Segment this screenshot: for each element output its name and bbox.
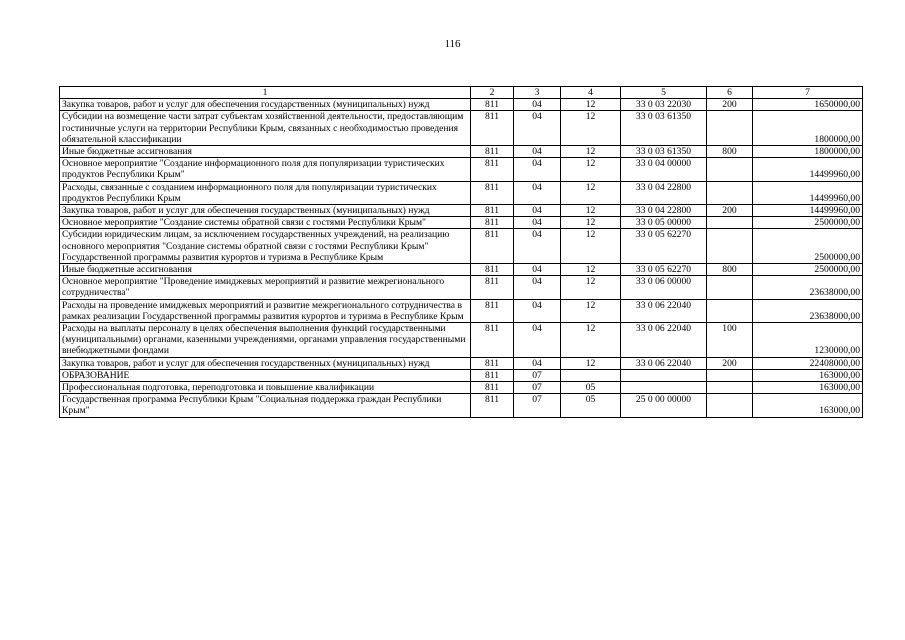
row-article-cell: 33 0 06 22040 bbox=[621, 299, 707, 322]
table-body bbox=[60, 99, 863, 417]
table-row bbox=[60, 276, 863, 299]
table-row bbox=[60, 264, 863, 276]
row-name-cell: Иные бюджетные ассигнования bbox=[60, 146, 471, 158]
row-article-cell: 33 0 04 22800 bbox=[621, 205, 707, 217]
row-expense-type-cell bbox=[707, 394, 753, 417]
row-ministry-cell: 811 bbox=[471, 369, 514, 381]
row-article-cell bbox=[621, 382, 707, 394]
row-name-cell: Субсидии на возмещение части затрат субъектам хозяйственной деятельности, предоставляющим гостиничные услуги на территории Республики Крым, связанных с необходимостью проведения обязательной классификации bbox=[60, 111, 471, 146]
row-amount-cell: 14499960,00 bbox=[753, 181, 863, 204]
row-expense-type-cell: 800 bbox=[707, 264, 753, 276]
row-article-cell: 33 0 04 00000 bbox=[621, 158, 707, 181]
header-cell: 3 bbox=[514, 87, 561, 99]
page-number: 116 bbox=[444, 38, 461, 50]
row-article-cell: 33 0 03 61350 bbox=[621, 111, 707, 146]
row-ministry-cell: 811 bbox=[471, 217, 514, 229]
row-expense-type-cell bbox=[707, 158, 753, 181]
row-subsection-cell: 12 bbox=[561, 146, 621, 158]
table-row bbox=[60, 357, 863, 369]
row-amount-cell: 14499960,00 bbox=[753, 205, 863, 217]
row-subsection-cell: 05 bbox=[561, 394, 621, 417]
row-amount-cell: 163000,00 bbox=[753, 394, 863, 417]
header-cell: 4 bbox=[561, 87, 621, 99]
row-ministry-cell: 811 bbox=[471, 382, 514, 394]
row-subsection-cell: 12 bbox=[561, 217, 621, 229]
row-name-cell: Профессиональная подготовка, переподготовка и повышение квалификации bbox=[60, 382, 471, 394]
row-subsection-cell: 12 bbox=[561, 181, 621, 204]
row-amount-cell: 23638000,00 bbox=[753, 299, 863, 322]
row-expense-type-cell bbox=[707, 229, 753, 264]
row-section-cell: 07 bbox=[514, 369, 561, 381]
row-article-cell: 33 0 06 22040 bbox=[621, 323, 707, 358]
row-name-cell: Закупка товаров, работ и услуг для обеспечения государственных (муниципальных) нужд bbox=[60, 99, 471, 111]
row-section-cell: 07 bbox=[514, 382, 561, 394]
table-row bbox=[60, 299, 863, 322]
table-row bbox=[60, 394, 863, 417]
row-expense-type-cell bbox=[707, 382, 753, 394]
row-ministry-cell: 811 bbox=[471, 323, 514, 358]
row-section-cell: 04 bbox=[514, 158, 561, 181]
table-row bbox=[60, 323, 863, 358]
table-row bbox=[60, 369, 863, 381]
row-name-cell: Основное мероприятие "Создание системы обратной связи с гостями Республики Крым" bbox=[60, 217, 471, 229]
row-section-cell: 07 bbox=[514, 394, 561, 417]
row-expense-type-cell: 100 bbox=[707, 323, 753, 358]
header-cell: 6 bbox=[707, 87, 753, 99]
row-name-cell: Государственная программа Республики Крым "Социальная поддержка граждан Республики Крым" bbox=[60, 394, 471, 417]
row-amount-cell: 2500000,00 bbox=[753, 264, 863, 276]
row-name-cell: Субсидии юридическим лицам, за исключением государственных учреждений, на реализацию основного мероприятия "Создание системы обратной связи с гостями Республики Крым" Государственной программы развития курортов и туризма в Республике Крым bbox=[60, 229, 471, 264]
budget-table bbox=[59, 86, 863, 418]
row-name-cell: Основное мероприятие "Проведение имиджевых мероприятий и развитие межрегионального сотрудничества" bbox=[60, 276, 471, 299]
row-section-cell: 04 bbox=[514, 299, 561, 322]
row-amount-cell: 23638000,00 bbox=[753, 276, 863, 299]
row-ministry-cell: 811 bbox=[471, 146, 514, 158]
row-ministry-cell: 811 bbox=[471, 111, 514, 146]
row-expense-type-cell: 200 bbox=[707, 357, 753, 369]
table-row bbox=[60, 205, 863, 217]
table-row bbox=[60, 382, 863, 394]
row-article-cell: 33 0 05 00000 bbox=[621, 217, 707, 229]
row-section-cell: 04 bbox=[514, 111, 561, 146]
row-amount-cell: 1230000,00 bbox=[753, 323, 863, 358]
row-article-cell: 33 0 04 22800 bbox=[621, 181, 707, 204]
row-expense-type-cell: 200 bbox=[707, 99, 753, 111]
row-amount-cell: 22408000,00 bbox=[753, 357, 863, 369]
row-name-cell: ОБРАЗОВАНИЕ bbox=[60, 369, 471, 381]
row-amount-cell: 1800000,00 bbox=[753, 146, 863, 158]
row-ministry-cell: 811 bbox=[471, 181, 514, 204]
row-name-cell: Иные бюджетные ассигнования bbox=[60, 264, 471, 276]
row-subsection-cell bbox=[561, 369, 621, 381]
row-expense-type-cell bbox=[707, 299, 753, 322]
row-section-cell: 04 bbox=[514, 99, 561, 111]
row-name-cell: Расходы на проведение имиджевых мероприятий и развитие межрегионального сотрудничества в рамках реализации Государственной программы развития курортов и туризма в Республике Крым bbox=[60, 299, 471, 322]
row-subsection-cell: 12 bbox=[561, 158, 621, 181]
row-amount-cell: 1800000,00 bbox=[753, 111, 863, 146]
row-name-cell: Закупка товаров, работ и услуг для обеспечения государственных (муниципальных) нужд bbox=[60, 205, 471, 217]
header-cell: 5 bbox=[621, 87, 707, 99]
row-amount-cell: 163000,00 bbox=[753, 382, 863, 394]
row-article-cell bbox=[621, 369, 707, 381]
row-amount-cell: 1650000,00 bbox=[753, 99, 863, 111]
row-amount-cell: 14499960,00 bbox=[753, 158, 863, 181]
row-name-cell: Расходы, связанные с созданием информационного поля для популяризации туристических продуктов Республики Крым bbox=[60, 181, 471, 204]
row-ministry-cell: 811 bbox=[471, 394, 514, 417]
row-name-cell: Закупка товаров, работ и услуг для обеспечения государственных (муниципальных) нужд bbox=[60, 357, 471, 369]
table-header-row bbox=[60, 87, 863, 99]
row-section-cell: 04 bbox=[514, 264, 561, 276]
row-subsection-cell: 12 bbox=[561, 276, 621, 299]
row-ministry-cell: 811 bbox=[471, 99, 514, 111]
row-ministry-cell: 811 bbox=[471, 357, 514, 369]
table-row bbox=[60, 229, 863, 264]
row-article-cell: 33 0 03 22030 bbox=[621, 99, 707, 111]
row-ministry-cell: 811 bbox=[471, 264, 514, 276]
row-section-cell: 04 bbox=[514, 323, 561, 358]
row-article-cell: 25 0 00 00000 bbox=[621, 394, 707, 417]
table-row bbox=[60, 146, 863, 158]
row-subsection-cell: 12 bbox=[561, 299, 621, 322]
header-cell: 2 bbox=[471, 87, 514, 99]
row-subsection-cell: 12 bbox=[561, 111, 621, 146]
header-cell: 1 bbox=[60, 87, 471, 99]
row-expense-type-cell bbox=[707, 276, 753, 299]
row-expense-type-cell bbox=[707, 217, 753, 229]
row-article-cell: 33 0 06 00000 bbox=[621, 276, 707, 299]
row-subsection-cell: 12 bbox=[561, 264, 621, 276]
row-subsection-cell: 12 bbox=[561, 99, 621, 111]
row-amount-cell: 163000,00 bbox=[753, 369, 863, 381]
header-cell: 7 bbox=[753, 87, 863, 99]
row-section-cell: 04 bbox=[514, 229, 561, 264]
row-subsection-cell: 12 bbox=[561, 323, 621, 358]
row-section-cell: 04 bbox=[514, 217, 561, 229]
row-section-cell: 04 bbox=[514, 276, 561, 299]
row-section-cell: 04 bbox=[514, 357, 561, 369]
row-ministry-cell: 811 bbox=[471, 299, 514, 322]
row-ministry-cell: 811 bbox=[471, 276, 514, 299]
row-expense-type-cell bbox=[707, 369, 753, 381]
row-section-cell: 04 bbox=[514, 205, 561, 217]
row-subsection-cell: 12 bbox=[561, 357, 621, 369]
row-subsection-cell: 12 bbox=[561, 229, 621, 264]
row-amount-cell: 2500000,00 bbox=[753, 229, 863, 264]
row-ministry-cell: 811 bbox=[471, 205, 514, 217]
row-subsection-cell: 05 bbox=[561, 382, 621, 394]
row-expense-type-cell bbox=[707, 181, 753, 204]
row-article-cell: 33 0 03 61350 bbox=[621, 146, 707, 158]
row-section-cell: 04 bbox=[514, 181, 561, 204]
table-row bbox=[60, 217, 863, 229]
row-expense-type-cell bbox=[707, 111, 753, 146]
row-article-cell: 33 0 05 62270 bbox=[621, 264, 707, 276]
row-section-cell: 04 bbox=[514, 146, 561, 158]
row-name-cell: Основное мероприятие "Создание информационного поля для популяризации туристических продуктов Республики Крым" bbox=[60, 158, 471, 181]
row-article-cell: 33 0 06 22040 bbox=[621, 357, 707, 369]
row-ministry-cell: 811 bbox=[471, 229, 514, 264]
row-expense-type-cell: 200 bbox=[707, 205, 753, 217]
table-row bbox=[60, 99, 863, 111]
table-row bbox=[60, 181, 863, 204]
row-article-cell: 33 0 05 62270 bbox=[621, 229, 707, 264]
row-name-cell: Расходы на выплаты персоналу в целях обеспечения выполнения функций государственными (муниципальными) органами, казенными учреждениями, органами управления государственными внебюджетными фондами bbox=[60, 323, 471, 358]
table-row bbox=[60, 111, 863, 146]
row-ministry-cell: 811 bbox=[471, 158, 514, 181]
table-row bbox=[60, 158, 863, 181]
row-subsection-cell: 12 bbox=[561, 205, 621, 217]
row-expense-type-cell: 800 bbox=[707, 146, 753, 158]
row-amount-cell: 2500000,00 bbox=[753, 217, 863, 229]
